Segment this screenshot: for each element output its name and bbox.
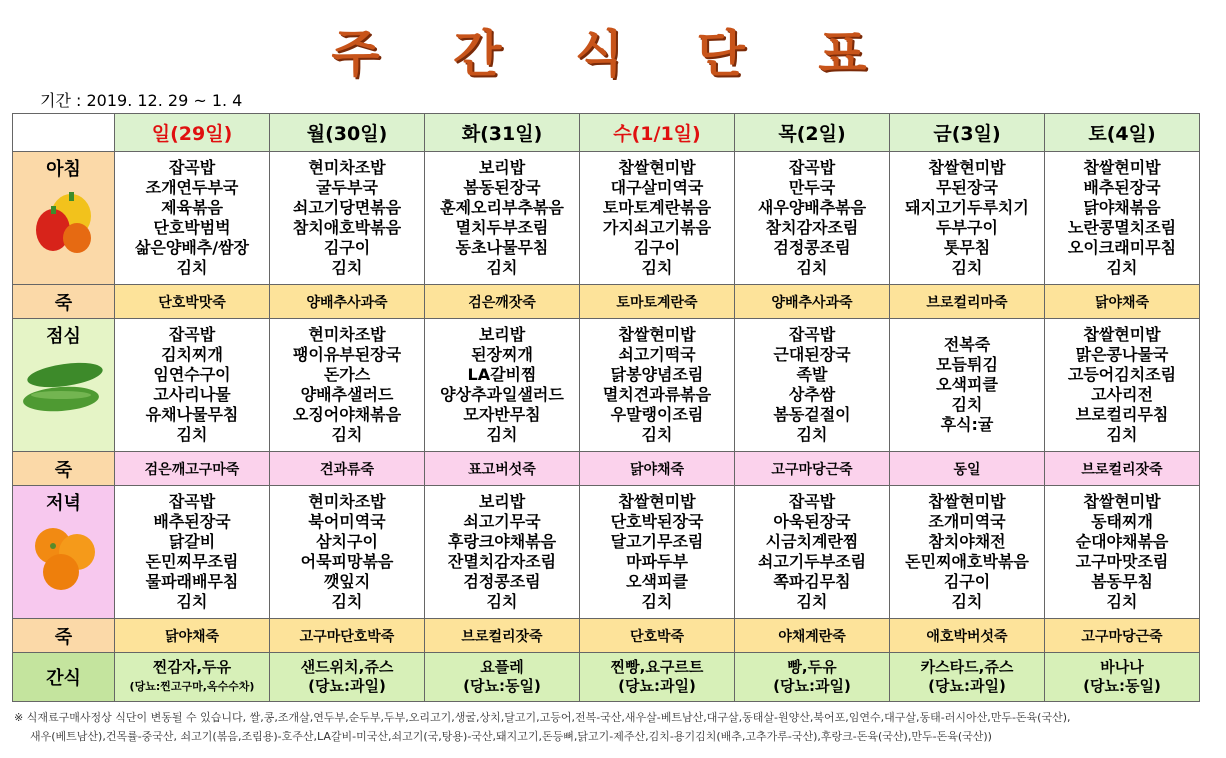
menu-item: 물파래배무침 [145, 572, 239, 591]
menu-item: 김치 [641, 425, 673, 444]
menu-item: 찹쌀현미밥 [1083, 492, 1161, 511]
porridge-cell: 양배추사과죽 [270, 285, 425, 319]
menu-item: 멸치두부조림 [455, 218, 549, 237]
porridge-cell: 고구마단호박죽 [270, 619, 425, 653]
menu-cell [115, 152, 270, 285]
day-header: 일(29일) [115, 114, 270, 152]
porridge-cell: 닭야채죽 [580, 452, 735, 486]
menu-item: 고구마맛조림 [1075, 552, 1169, 571]
menu-item: 상추쌈 [788, 385, 836, 404]
menu-item: 모듬튀김 [936, 355, 998, 374]
period-label: 기간 : 2019. 12. 29 ~ 1. 4 [40, 91, 243, 110]
day-header-row [13, 114, 1200, 152]
menu-item: 김치 [331, 258, 363, 277]
menu-item: 오색피클 [626, 572, 688, 591]
menu-item: 찹쌀현미밥 [1083, 325, 1161, 344]
menu-item: 양배추샐러드 [300, 385, 394, 404]
day-header: 월(30일) [270, 114, 425, 152]
snack-diabetic: (당뇨:과일) [928, 677, 1006, 695]
lunch-label-cell [13, 319, 115, 452]
snack-cell [890, 653, 1045, 702]
menu-cell [270, 319, 425, 452]
orange-icon [29, 522, 99, 592]
menu-cell [270, 152, 425, 285]
day-header: 화(31일) [425, 114, 580, 152]
menu-item: 아욱된장국 [773, 512, 851, 531]
porridge-cell: 표고버섯죽 [425, 452, 580, 486]
menu-item: 동태찌개 [1091, 512, 1153, 531]
snack-main: 빵,두유 [787, 658, 837, 676]
porridge-cell: 브로컬리잣죽 [425, 619, 580, 653]
breakfast-label: 아침 [46, 159, 81, 180]
porridge-cell: 견과류죽 [270, 452, 425, 486]
menu-item: 찹쌀현미밥 [928, 492, 1006, 511]
porridge-cell: 동일 [890, 452, 1045, 486]
menu-item: 김치 [1106, 425, 1138, 444]
menu-item: 쇠고기당면볶음 [292, 198, 402, 217]
menu-cell [1045, 152, 1200, 285]
pepper-icon [31, 188, 97, 258]
menu-item: 쇠고기떡국 [618, 345, 696, 364]
menu-cell [425, 152, 580, 285]
menu-item: 훈제오리부추볶음 [440, 198, 564, 217]
menu-cell [580, 486, 735, 619]
menu-cell [580, 152, 735, 285]
menu-item: 김치 [486, 425, 518, 444]
menu-item: 닭갈비 [168, 532, 216, 551]
menu-cell [890, 152, 1045, 285]
menu-item: 돈가스 [323, 365, 371, 384]
menu-item: 현미차조밥 [308, 158, 386, 177]
snack-main: 찐빵,요구르트 [610, 658, 704, 676]
menu-item: 어묵피망볶음 [300, 552, 394, 571]
menu-item: 깻잎지 [323, 572, 371, 591]
snack-diabetic: (당뇨:과일) [618, 677, 696, 695]
menu-item: 우말랭이조림 [610, 405, 704, 424]
day-header: 금(3일) [890, 114, 1045, 152]
menu-cell [580, 319, 735, 452]
menu-item: 배추된장국 [1083, 178, 1161, 197]
menu-item: 후랑크야채볶음 [447, 532, 557, 551]
porridge-cell: 애호박버섯죽 [890, 619, 1045, 653]
menu-item: 오이크래미무침 [1067, 238, 1177, 257]
menu-item: 쪽파김무침 [773, 572, 851, 591]
menu-item: 순대야채볶음 [1075, 532, 1169, 551]
menu-cell [890, 486, 1045, 619]
snack-main: 카스타드,쥬스 [920, 658, 1014, 676]
menu-item: 조개연두부국 [145, 178, 239, 197]
snack-diabetic: (당뇨:과일) [773, 677, 851, 695]
menu-item: 유채나물무침 [145, 405, 239, 424]
menu-item: 김치 [951, 592, 983, 611]
menu-cell [735, 319, 890, 452]
porridge-cell: 닭야채죽 [1045, 285, 1200, 319]
menu-item: 브로컬리무침 [1075, 405, 1169, 424]
porridge-cell: 검은깨고구마죽 [115, 452, 270, 486]
corner-cell [13, 114, 115, 152]
porridge-cell: 야채계란죽 [735, 619, 890, 653]
porridge-cell: 고구마당근죽 [1045, 619, 1200, 653]
snack-cell [580, 653, 735, 702]
menu-item: 삼치구이 [316, 532, 378, 551]
porridge-cell: 고구마당근죽 [735, 452, 890, 486]
porridge-row [13, 452, 1200, 486]
snack-diabetic: (당뇨:동일) [463, 677, 541, 695]
porridge-cell: 단호박죽 [580, 619, 735, 653]
porridge-cell: 양배추사과죽 [735, 285, 890, 319]
menu-item: 잡곡밥 [788, 158, 836, 177]
menu-item: 닭야채볶음 [1083, 198, 1161, 217]
snack-cell [115, 653, 270, 702]
cucumber-icon [21, 355, 107, 421]
snack-cell [270, 653, 425, 702]
menu-item: 잡곡밥 [788, 325, 836, 344]
menu-item: 쇠고기무국 [463, 512, 541, 531]
menu-item: LA갈비찜 [467, 365, 537, 384]
menu-item: 참치감자조림 [765, 218, 859, 237]
snack-main: 요플레 [480, 658, 524, 676]
menu-item: 김구이 [633, 238, 681, 257]
menu-item: 검정콩조림 [463, 572, 541, 591]
snack-cell [1045, 653, 1200, 702]
porridge-label: 죽 [13, 452, 115, 486]
dinner-label: 저녁 [46, 493, 81, 514]
menu-item: 검정콩조림 [773, 238, 851, 257]
menu-item: 김치 [176, 592, 208, 611]
menu-item: 쇠고기두부조림 [757, 552, 867, 571]
menu-item: 단호박범벅 [153, 218, 231, 237]
menu-item: 김치 [641, 258, 673, 277]
menu-item: 북어미역국 [308, 512, 386, 531]
lunch-row [13, 319, 1200, 452]
porridge-cell: 브로컬리잣죽 [1045, 452, 1200, 486]
menu-item: 김치 [176, 258, 208, 277]
lunch-label: 점심 [46, 326, 81, 347]
menu-item: 임연수구이 [153, 365, 231, 384]
menu-item: 가지쇠고기볶음 [602, 218, 712, 237]
day-header: 토(4일) [1045, 114, 1200, 152]
menu-item: 전복죽 [943, 335, 991, 354]
menu-item: 맑은콩나물국 [1075, 345, 1169, 364]
snack-diabetic: (당뇨:과일) [308, 677, 386, 695]
menu-item: 참치애호박볶음 [292, 218, 402, 237]
menu-item: 찹쌀현미밥 [618, 158, 696, 177]
menu-item: 동초나물무침 [455, 238, 549, 257]
menu-item: 찹쌀현미밥 [618, 325, 696, 344]
menu-item: 고등어김치조림 [1067, 365, 1177, 384]
menu-item: 김치 [641, 592, 673, 611]
menu-item: 김치 [796, 425, 828, 444]
footnote-line: 새우(베트남산),건목률-중국산, 쇠고기(볶음,조림용)-호주산,LA갈비-미국산,쇠고기(국,탕용)-국산,돼지고기,돈등뼈,닭고기-제주산,김치-용기김치(배추,고추가루-국산),후랑크-돈육(국산),만두-돈육(국산)) [30, 730, 992, 743]
menu-cell [115, 486, 270, 619]
menu-item: 조개미역국 [928, 512, 1006, 531]
porridge-label: 죽 [13, 285, 115, 319]
menu-item: 김치 [951, 258, 983, 277]
menu-item: 잡곡밥 [168, 325, 216, 344]
menu-item: 잔멸치감자조림 [447, 552, 557, 571]
dinner-label-cell [13, 486, 115, 619]
menu-item: 현미차조밥 [308, 325, 386, 344]
menu-item: 잡곡밥 [168, 492, 216, 511]
snack-label: 간식 [13, 653, 115, 702]
footnote-line: ※ 식재료구매사정상 식단이 변동될 수 있습니다, 쌀,콩,조개살,연두부,순두부,두부,오리고기,생굴,상치,달고기,고등어,전복-국산,새우살-베트남산,대구살,동태살-원양산,북어포,임연수,대구살,동태-러시아산,만두-돈육(국산), [14, 711, 1071, 724]
menu-item: 두부구이 [936, 218, 998, 237]
porridge-cell: 브로컬리마죽 [890, 285, 1045, 319]
menu-item: 보리밥 [478, 325, 526, 344]
snack-diabetic: (당뇨:동일) [1083, 677, 1161, 695]
menu-item: 김구이 [323, 238, 371, 257]
menu-item: 된장찌개 [471, 345, 533, 364]
menu-item: 시금치계란찜 [765, 532, 859, 551]
menu-item: 배추된장국 [153, 512, 231, 531]
menu-item: 삶은양배추/쌈장 [134, 238, 250, 257]
snack-cell [735, 653, 890, 702]
menu-cell [735, 152, 890, 285]
page-title: 주 간 식 단 표 [331, 25, 895, 83]
menu-item: 봄동무침 [1091, 572, 1153, 591]
menu-item: 오징어야채볶음 [292, 405, 402, 424]
menu-cell [735, 486, 890, 619]
menu-item: 참치야채전 [928, 532, 1006, 551]
menu-item: 잡곡밥 [788, 492, 836, 511]
snack-main: 샌드위치,쥬스 [300, 658, 394, 676]
menu-item: 노란콩멸치조림 [1067, 218, 1177, 237]
menu-item: 돈민찌무조림 [145, 552, 239, 571]
breakfast-row [13, 152, 1200, 285]
menu-item: 김구이 [943, 572, 991, 591]
porridge-cell: 검은깨잣죽 [425, 285, 580, 319]
menu-cell [425, 486, 580, 619]
menu-item: 제육볶음 [161, 198, 223, 217]
snack-main: 바나나 [1100, 658, 1144, 676]
menu-item: 굴두부국 [316, 178, 378, 197]
menu-item: 만두국 [788, 178, 836, 197]
menu-item: 김치 [951, 395, 983, 414]
menu-item: 고사리나물 [153, 385, 231, 404]
porridge-cell: 토마토계란죽 [580, 285, 735, 319]
menu-item: 모자반무침 [463, 405, 541, 424]
porridge-row [13, 285, 1200, 319]
menu-item: 양상추과일샐러드 [440, 385, 564, 404]
menu-item: 현미차조밥 [308, 492, 386, 511]
menu-item: 족발 [796, 365, 828, 384]
snack-main: 찐감자,두유 [152, 658, 232, 676]
menu-cell [270, 486, 425, 619]
menu-item: 김치 [176, 425, 208, 444]
porridge-row [13, 619, 1200, 653]
menu-item: 봄동겉절이 [773, 405, 851, 424]
menu-item: 후식:귤 [940, 415, 994, 434]
menu-item: 김치 [331, 425, 363, 444]
snack-diabetic: (당뇨:찐고구마,옥수수차) [129, 680, 255, 693]
menu-item: 김치 [331, 592, 363, 611]
menu-item: 김치 [1106, 258, 1138, 277]
menu-item: 돈민찌애호박볶음 [905, 552, 1029, 571]
menu-item: 김치 [796, 258, 828, 277]
menu-item: 대구살미역국 [610, 178, 704, 197]
menu-cell [1045, 319, 1200, 452]
menu-item: 팽이유부된장국 [292, 345, 402, 364]
menu-item: 김치 [1106, 592, 1138, 611]
menu-item: 김치 [486, 592, 518, 611]
menu-item: 오색피클 [936, 375, 998, 394]
menu-item: 고사리전 [1091, 385, 1153, 404]
menu-item: 보리밥 [478, 158, 526, 177]
porridge-cell: 닭야채죽 [115, 619, 270, 653]
menu-item: 봄동된장국 [463, 178, 541, 197]
snack-row [13, 653, 1200, 702]
menu-item: 마파두부 [626, 552, 688, 571]
menu-item: 단호박된장국 [610, 512, 704, 531]
porridge-label: 죽 [13, 619, 115, 653]
menu-item: 멸치견과류볶음 [602, 385, 712, 404]
menu-item: 토마토계란볶음 [602, 198, 712, 217]
menu-item: 찹쌀현미밥 [618, 492, 696, 511]
menu-item: 찹쌀현미밥 [928, 158, 1006, 177]
menu-item: 잡곡밥 [168, 158, 216, 177]
menu-cell [890, 319, 1045, 452]
menu-item: 새우양배추볶음 [757, 198, 867, 217]
day-header: 수(1/1일) [580, 114, 735, 152]
menu-item: 근대된장국 [773, 345, 851, 364]
menu-item: 달고기무조림 [610, 532, 704, 551]
menu-item: 무된장국 [936, 178, 998, 197]
menu-item: 돼지고기두루치기 [905, 198, 1029, 217]
menu-item: 닭봉양념조림 [610, 365, 704, 384]
snack-cell [425, 653, 580, 702]
menu-cell [115, 319, 270, 452]
weekly-menu-table [12, 113, 1200, 702]
breakfast-label-cell [13, 152, 115, 285]
menu-cell [1045, 486, 1200, 619]
day-header: 목(2일) [735, 114, 890, 152]
menu-item: 김치찌개 [161, 345, 223, 364]
menu-item: 찹쌀현미밥 [1083, 158, 1161, 177]
menu-item: 김치 [486, 258, 518, 277]
menu-item: 톳무침 [943, 238, 991, 257]
footnote [14, 708, 1209, 746]
dinner-row [13, 486, 1200, 619]
porridge-cell: 단호박맛죽 [115, 285, 270, 319]
menu-item: 김치 [796, 592, 828, 611]
menu-cell [425, 319, 580, 452]
menu-item: 보리밥 [478, 492, 526, 511]
